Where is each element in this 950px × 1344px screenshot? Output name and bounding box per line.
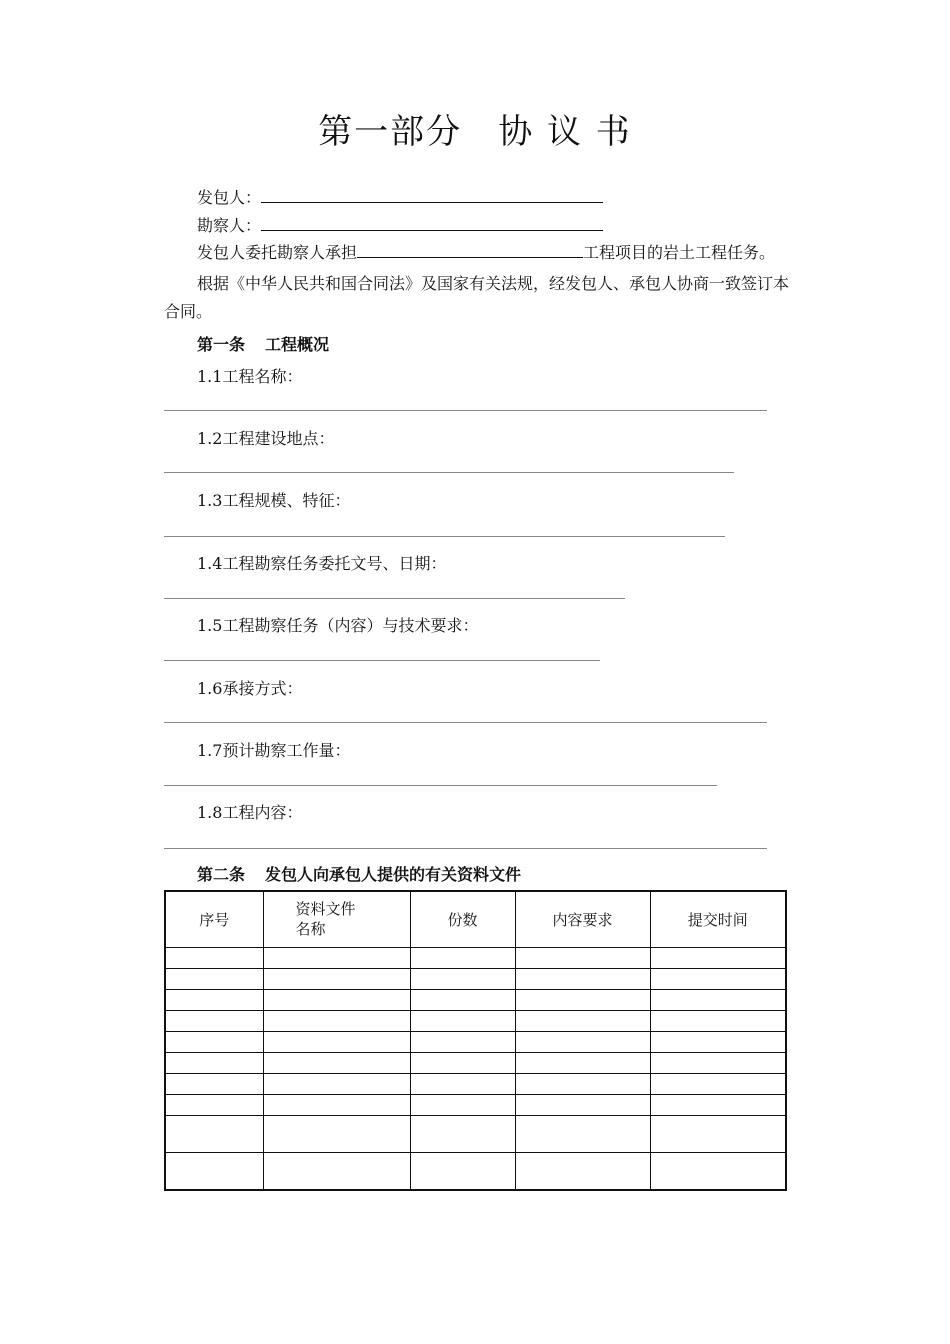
article-2-title: 发包人向承包人提供的有关资料文件 (265, 865, 522, 884)
employer-blank[interactable] (261, 188, 603, 203)
documents-table (164, 890, 787, 1191)
table-cell[interactable] (515, 989, 650, 1010)
project-name-blank[interactable] (357, 243, 583, 258)
table-cell[interactable] (650, 968, 786, 989)
table-cell[interactable] (410, 1052, 515, 1073)
surveyor-blank[interactable] (261, 216, 603, 231)
table-body (165, 947, 786, 1190)
table-cell[interactable] (263, 1073, 410, 1094)
header-content-requirements: 内容要求 (515, 891, 650, 947)
table-row (165, 1052, 786, 1073)
table-cell[interactable] (515, 947, 650, 968)
table-row (165, 968, 786, 989)
intro-line-1: 根据《中华人民共和国合同法》及国家有关法规，经发包人、承包人协商一致签订本 (197, 274, 790, 293)
table-cell[interactable] (263, 1115, 410, 1152)
table-cell[interactable] (165, 1115, 263, 1152)
article-2-number: 第二条 (197, 865, 246, 884)
table-row (165, 1073, 786, 1094)
item-1-6: 1.6承接方式： (197, 679, 303, 698)
table-cell[interactable] (410, 989, 515, 1010)
page-title (0, 104, 950, 153)
table-cell[interactable] (165, 968, 263, 989)
item-1-6-blank[interactable] (164, 722, 767, 723)
table-cell[interactable] (650, 1115, 786, 1152)
title-part: 第一部分 (318, 112, 463, 152)
table-cell[interactable] (515, 1152, 650, 1190)
table-cell[interactable] (650, 947, 786, 968)
item-1-4-blank[interactable] (164, 598, 625, 599)
table-cell[interactable] (410, 1031, 515, 1052)
table-row (165, 1010, 786, 1031)
table-cell[interactable] (165, 1094, 263, 1115)
table-cell[interactable] (165, 1010, 263, 1031)
commission-prefix: 发包人委托勘察人承担 (197, 243, 358, 262)
table-cell[interactable] (165, 989, 263, 1010)
table-cell[interactable] (263, 1031, 410, 1052)
table-cell[interactable] (165, 947, 263, 968)
table-cell[interactable] (263, 1152, 410, 1190)
header-copies: 份数 (410, 891, 515, 947)
table-cell[interactable] (515, 1052, 650, 1073)
header-doc-name-line-2: 名称 (295, 920, 326, 939)
table-cell[interactable] (650, 1052, 786, 1073)
commission-line (197, 240, 775, 263)
item-1-5: 1.5工程勘察任务（内容）与技术要求： (197, 616, 479, 635)
table-cell[interactable] (410, 1094, 515, 1115)
table-cell[interactable] (263, 1010, 410, 1031)
intro-line-2: 合同。 (164, 302, 213, 321)
table-row (165, 1031, 786, 1052)
article-1-heading (197, 332, 329, 355)
table-cell[interactable] (165, 1152, 263, 1190)
header-doc-name (263, 891, 410, 947)
table-row (165, 1094, 786, 1115)
article-1-number: 第一条 (197, 335, 246, 354)
item-1-2: 1.2工程建设地点： (197, 429, 335, 448)
item-1-5-blank[interactable] (164, 660, 600, 661)
table-cell[interactable] (165, 1073, 263, 1094)
item-1-2-blank[interactable] (164, 472, 734, 473)
table-cell[interactable] (650, 1094, 786, 1115)
header-submission-time: 提交时间 (650, 891, 786, 947)
item-1-7-blank[interactable] (164, 785, 717, 786)
table-cell[interactable] (410, 947, 515, 968)
table-cell[interactable] (410, 1152, 515, 1190)
article-2-heading (197, 862, 521, 885)
table-cell[interactable] (165, 1031, 263, 1052)
table-cell[interactable] (263, 947, 410, 968)
table-cell[interactable] (650, 1010, 786, 1031)
table-cell[interactable] (650, 989, 786, 1010)
table-cell[interactable] (515, 1073, 650, 1094)
table-cell[interactable] (263, 1052, 410, 1073)
table-cell[interactable] (650, 1152, 786, 1190)
table-cell[interactable] (263, 989, 410, 1010)
table-row (165, 989, 786, 1010)
article-1-title: 工程概况 (265, 335, 330, 354)
item-1-1-blank[interactable] (164, 410, 767, 411)
item-1-3: 1.3工程规模、特征： (197, 491, 351, 510)
table-row (165, 1152, 786, 1190)
table-cell[interactable] (410, 1115, 515, 1152)
employer-label: 发包人： (197, 188, 262, 207)
commission-suffix: 工程项目的岩土工程任务。 (583, 243, 776, 262)
item-1-3-blank[interactable] (164, 536, 725, 537)
table-cell[interactable] (165, 1052, 263, 1073)
header-serial: 序号 (165, 891, 263, 947)
table-cell[interactable] (515, 1115, 650, 1152)
item-1-8-blank[interactable] (164, 848, 767, 849)
table-cell[interactable] (515, 1010, 650, 1031)
table-cell[interactable] (410, 968, 515, 989)
table-cell[interactable] (650, 1073, 786, 1094)
item-1-8: 1.8工程内容： (197, 803, 303, 822)
table-cell[interactable] (650, 1031, 786, 1052)
surveyor-line (197, 213, 603, 236)
table-cell[interactable] (410, 1073, 515, 1094)
item-1-7: 1.7预计勘察工作量： (197, 741, 351, 760)
table-cell[interactable] (515, 1094, 650, 1115)
table-cell[interactable] (410, 1010, 515, 1031)
table-cell[interactable] (263, 968, 410, 989)
table-row (165, 1115, 786, 1152)
table-cell[interactable] (515, 968, 650, 989)
item-1-1: 1.1工程名称： (197, 367, 303, 386)
item-1-4: 1.4工程勘察任务委托文号、日期： (197, 554, 447, 573)
table-cell[interactable] (515, 1031, 650, 1052)
surveyor-label: 勘察人： (197, 216, 262, 235)
table-row (165, 947, 786, 968)
table-header-row (165, 891, 786, 947)
title-name: 协 议 书 (498, 112, 632, 152)
employer-line (197, 185, 603, 208)
header-doc-name-line-1: 资料文件 (295, 900, 356, 919)
table-cell[interactable] (263, 1094, 410, 1115)
